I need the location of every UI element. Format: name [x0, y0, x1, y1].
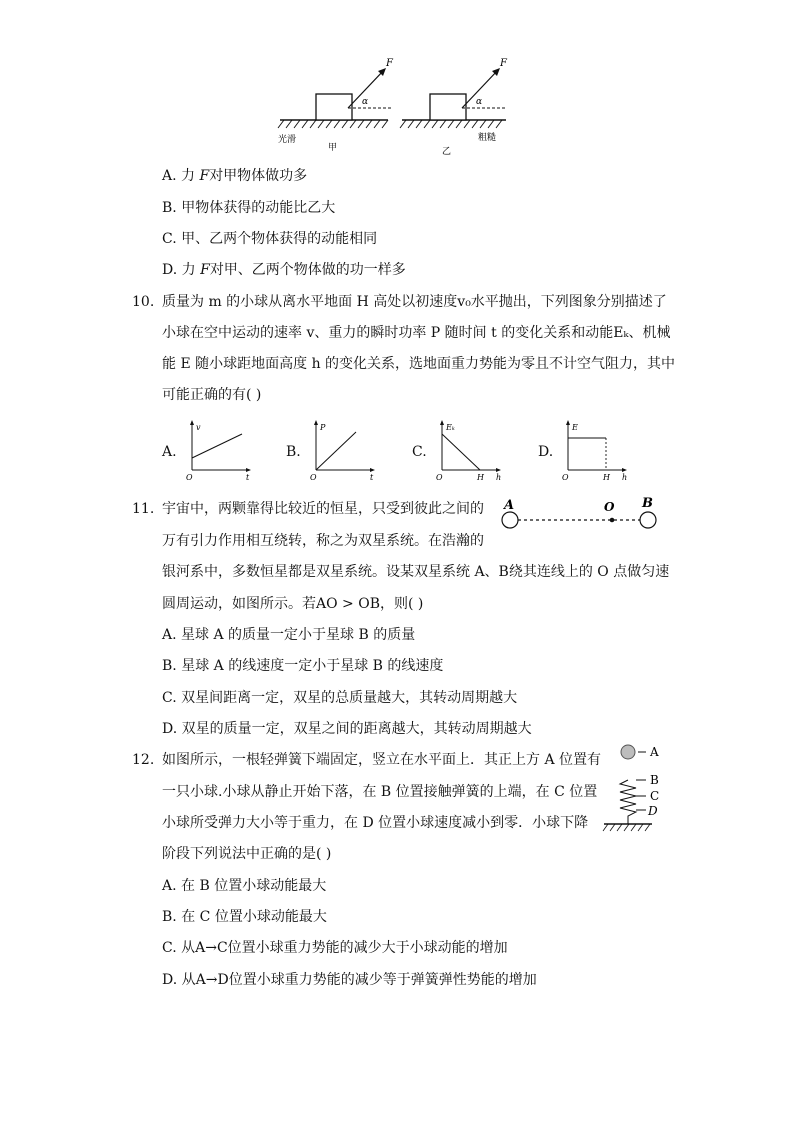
svg-text:O: O: [310, 473, 317, 482]
name-label-yi: 乙: [442, 147, 452, 156]
surface-label-smooth: 光滑: [278, 135, 297, 145]
spring: [620, 780, 636, 824]
svg-text:Eₖ: Eₖ: [446, 423, 455, 432]
binary-star-figure: [498, 492, 666, 532]
q10-line-2: 小球在空中运动的速率 v、重力的瞬时功率 P 随时间 t 的变化关系和动能Eₖ、机械: [162, 325, 671, 341]
q10-line-3: 能 E 随小球距地面高度 h 的变化关系，选地面重力势能为零且不计空气阻力，其中: [162, 356, 676, 372]
q10-graph-b: [308, 418, 380, 482]
q12-option-d[interactable]: D. 从A→D位置小球重力势能的减少等于弹簧弹性势能的增加: [162, 972, 537, 988]
svg-text:H: H: [477, 473, 484, 482]
q11-number: 11.: [132, 501, 155, 517]
svg-text:O: O: [436, 473, 443, 482]
q10-number: 10.: [132, 294, 155, 310]
surface-label-rough: 粗糙: [478, 133, 497, 143]
q10-graph-a: [184, 418, 256, 482]
svg-text:t: t: [370, 473, 374, 482]
angle-label-left: α: [362, 97, 369, 107]
block-left: [316, 94, 352, 120]
svg-text:O: O: [562, 473, 569, 482]
svg-text:v: v: [196, 423, 201, 432]
q12-number: 12.: [132, 752, 155, 768]
svg-text:h: h: [496, 473, 502, 482]
q12-option-a[interactable]: A. 在 B 位置小球动能最大: [162, 878, 327, 894]
svg-text:B: B: [650, 773, 659, 787]
force-label-right: F: [500, 58, 507, 69]
svg-text:O: O: [604, 500, 615, 514]
graph-b-line: [316, 432, 356, 470]
svg-text:A: A: [650, 745, 659, 759]
svg-text:D: D: [648, 804, 658, 818]
q11-line-3: 银河系中，多数恒星都是双星系统。设某双星系统 A、B绕其连线上的 O 点做匀速: [162, 564, 670, 580]
q11-line-1: 宇宙中，两颗靠得比较近的恒星，只受到彼此之间的: [162, 501, 484, 517]
q11-option-a[interactable]: A. 星球 A 的质量一定小于星球 B 的质量: [162, 627, 416, 643]
ball: [621, 745, 635, 759]
svg-text:C: C: [650, 789, 660, 803]
q10-graph-d-letter[interactable]: D.: [538, 444, 554, 460]
q12-option-c[interactable]: C. 从A→C位置小球重力势能的减少大于小球动能的增加: [162, 940, 508, 956]
svg-text:H: H: [603, 473, 610, 482]
graph-c-line: [442, 434, 480, 470]
svg-text:E: E: [572, 423, 578, 432]
angle-label-right: α: [476, 97, 483, 107]
graph-a-line: [192, 434, 242, 458]
svg-text:A: A: [504, 498, 515, 513]
svg-text:t: t: [246, 473, 250, 482]
q9-option-b[interactable]: B. 甲物体获得的动能比乙大: [162, 200, 336, 216]
name-label-jia: 甲: [328, 143, 338, 153]
svg-text:B: B: [642, 496, 653, 511]
q10-graph-d: [560, 418, 632, 482]
q10-graph-a-letter[interactable]: A.: [162, 444, 177, 460]
q11-option-d[interactable]: D. 双星的质量一定，双星之间的距离越大，其转动周期越大: [162, 721, 532, 737]
q12-option-b[interactable]: B. 在 C 位置小球动能最大: [162, 909, 327, 925]
force-blocks-figure: [270, 56, 510, 156]
q9-option-c[interactable]: C. 甲、乙两个物体获得的动能相同: [162, 231, 378, 247]
q11-option-b[interactable]: B. 星球 A 的线速度一定小于星球 B 的线速度: [162, 658, 444, 674]
q12-line-1: 如图所示，一根轻弹簧下端固定，竖立在水平面上．其正上方 A 位置有: [162, 752, 602, 768]
center-o: [610, 518, 615, 523]
q12-line-4: 阶段下列说法中正确的是( ): [162, 846, 332, 862]
star-b: [640, 512, 656, 528]
q11-line-2: 万有引力作用相互绕转，称之为双星系统。在浩瀚的: [162, 533, 484, 549]
q9-option-d[interactable]: D. 力 F对甲、乙两个物体做的功一样多: [162, 262, 406, 278]
q12-line-2: 一只小球.小球从静止开始下落，在 B 位置接触弹簧的上端，在 C 位置: [162, 784, 598, 800]
q10-graph-b-letter[interactable]: B.: [286, 444, 301, 460]
spring-ball-figure: [600, 740, 674, 834]
q10-graph-c: [434, 418, 506, 482]
star-a: [502, 512, 518, 528]
force-label-left: F: [386, 58, 393, 69]
block-right: [430, 94, 466, 120]
q10-line-4: 可能正确的有( ): [162, 387, 262, 403]
q9-option-a[interactable]: A. 力 F对甲物体做功多: [162, 168, 308, 184]
svg-text:h: h: [622, 473, 628, 482]
q11-line-4: 圆周运动，如图所示。若AO > OB，则( ): [162, 596, 424, 612]
q11-option-c[interactable]: C. 双星间距离一定，双星的总质量越大，其转动周期越大: [162, 690, 518, 706]
svg-text:P: P: [320, 423, 326, 432]
q12-line-3: 小球所受弹力大小等于重力，在 D 位置小球速度减小到零．小球下降: [162, 815, 589, 831]
q10-graph-c-letter[interactable]: C.: [412, 444, 427, 460]
q10-line-1: 质量为 m 的小球从离水平地面 H 高处以初速度v₀水平抛出，下列图象分别描述了: [162, 294, 667, 310]
svg-text:O: O: [186, 473, 193, 482]
